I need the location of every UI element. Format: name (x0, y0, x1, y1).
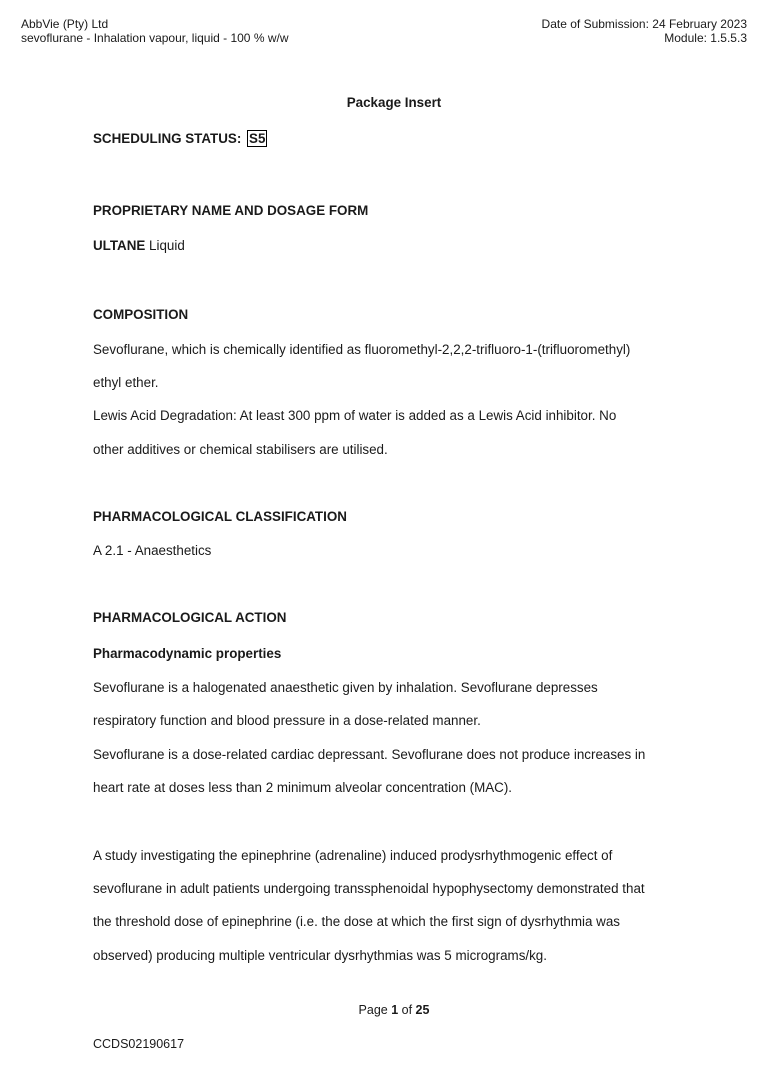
body-text: the threshold dose of epinephrine (i.e. the dose at which the first sign of dysrhythmia was (93, 914, 620, 929)
dosage-form: Liquid (145, 238, 185, 253)
composition-text: ethyl ether. (93, 375, 159, 390)
proprietary-name (93, 238, 185, 253)
submission-date: Date of Submission: 24 February 2023 (541, 17, 747, 31)
page-header-right (542, 17, 747, 45)
section-heading-composition: COMPOSITION (93, 307, 189, 322)
body-text: heart rate at doses less than 2 minimum alveolar concentration (MAC). (93, 780, 513, 795)
body-text: A study investigating the epinephrine (adrenaline) induced prodysrhythmogenic effect of (93, 848, 613, 863)
document-title: Package Insert (346, 95, 442, 110)
subheading-pharmacodynamic: Pharmacodynamic properties (93, 646, 282, 661)
scheduling-badge: S5 (249, 131, 266, 146)
classification-text: A 2.1 - Anaesthetics (93, 543, 212, 558)
body-text: Sevoflurane is a halogenated anaesthetic given by inhalation. Sevoflurane depresses (93, 680, 598, 695)
body-text: respiratory function and blood pressure in a dose-related manner. (93, 713, 481, 728)
scheduling-label: SCHEDULING STATUS: (93, 131, 242, 146)
brand-name: ULTANE (93, 238, 146, 253)
page-header-left (21, 17, 289, 45)
body-text: observed) producing multiple ventricular dysrhythmias was 5 micrograms/kg. (93, 948, 547, 963)
section-heading-proprietary: PROPRIETARY NAME AND DOSAGE FORM (93, 203, 369, 218)
page-number (0, 1003, 768, 1017)
product-line: sevoflurane - Inhalation vapour, liquid - 100 % w/w (21, 31, 289, 45)
body-text: sevoflurane in adult patients undergoing transsphenoidal hypophysectomy demonstrated that (93, 881, 645, 896)
composition-text: other additives or chemical stabilisers are utilised. (93, 442, 388, 457)
company-name: AbbVie (Pty) Ltd (21, 17, 109, 31)
page-current: 1 (391, 1003, 399, 1017)
section-heading-classification: PHARMACOLOGICAL CLASSIFICATION (93, 509, 347, 524)
composition-text: Sevoflurane, which is chemically identified as fluoromethyl-2,2,2-trifluoro-1-(trifluoromethyl) (93, 342, 631, 357)
body-text: Sevoflurane is a dose-related cardiac depressant. Sevoflurane does not produce increases in (93, 747, 646, 762)
page-total: 25 (415, 1003, 430, 1017)
module-number: Module: 1.5.5.3 (664, 31, 747, 45)
page-of: of (398, 1003, 416, 1017)
page-prefix: Page (358, 1003, 392, 1017)
document-code: CCDS02190617 (93, 1037, 185, 1051)
scheduling-status (93, 130, 267, 147)
composition-text: Lewis Acid Degradation: At least 300 ppm of water is added as a Lewis Acid inhibitor. No (93, 408, 617, 423)
section-heading-action: PHARMACOLOGICAL ACTION (93, 610, 287, 625)
